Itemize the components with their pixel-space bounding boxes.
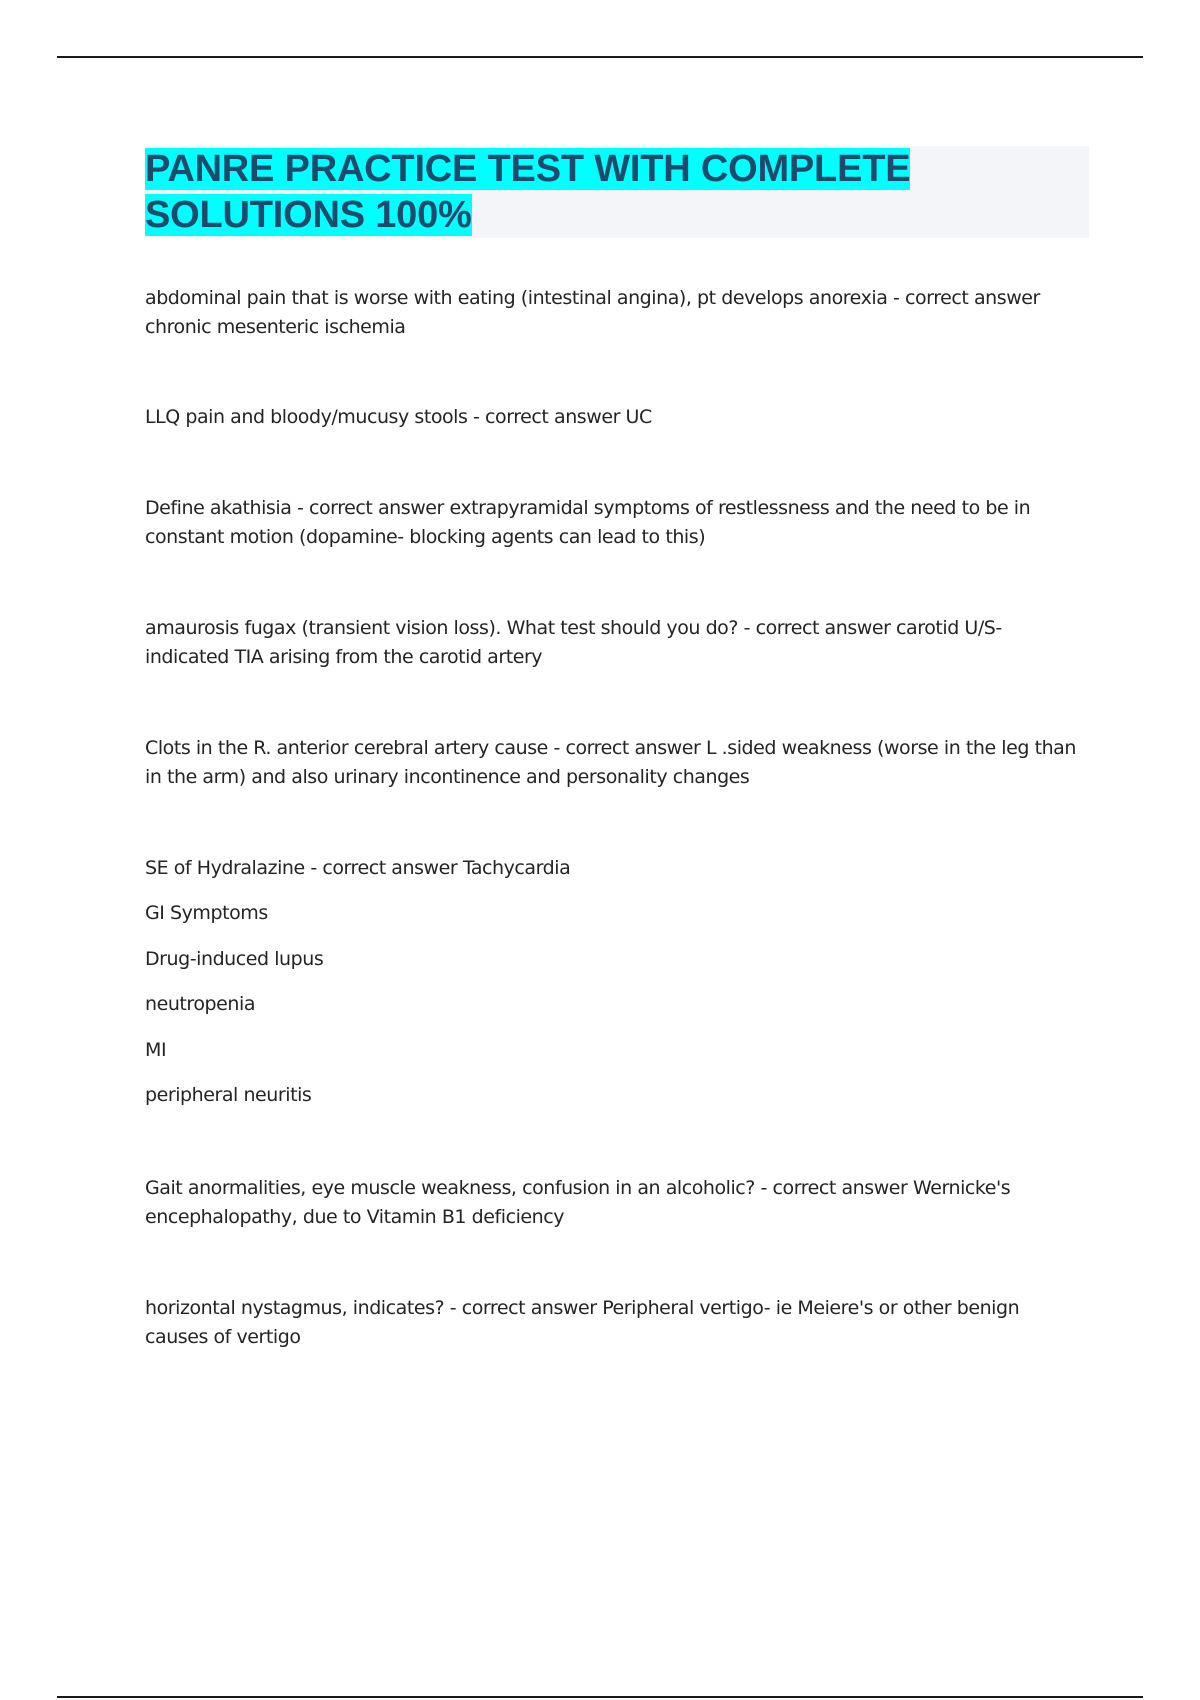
qa-entry-mesenteric-ischemia: abdominal pain that is worse with eating (intestinal angina), pt develops anorexia - correct answer chronic mesenteric ischemia <box>145 287 1040 338</box>
hydralazine-se-item: MI <box>145 1039 167 1061</box>
footer-rule <box>57 1696 1143 1698</box>
qa-entry-horizontal-nystagmus: horizontal nystagmus, indicates? - correct answer Peripheral vertigo- ie Meiere's or other benign causes of vertigo <box>145 1297 1020 1348</box>
qa-entry-hydralazine: SE of Hydralazine - correct answer Tachycardia <box>145 857 571 879</box>
qa-entry-ulcerative-colitis: LLQ pain and bloody/mucusy stools - correct answer UC <box>145 406 652 428</box>
document-title: PANRE PRACTICE TEST WITH COMPLETE SOLUTIONS 100% <box>145 148 911 236</box>
qa-entry-amaurosis-fugax: amaurosis fugax (transient vision loss). What test should you do? - correct answer carotid U/S- indicated TIA arising from the carotid artery <box>145 617 1002 668</box>
qa-entry-akathisia: Define akathisia - correct answer extrapyramidal symptoms of restlessness and the need to be in constant motion (dopamine- blocking agents can lead to this) <box>145 497 1031 548</box>
hydralazine-se-item: GI Symptoms <box>145 902 268 924</box>
qa-entry-wernicke: Gait anormalities, eye muscle weakness, confusion in an alcoholic? - correct answer Wernicke's encephalopathy, due to Vitamin B1 deficiency <box>145 1177 1011 1228</box>
hydralazine-se-item: peripheral neuritis <box>145 1084 312 1106</box>
hydralazine-se-item: Drug-induced lupus <box>145 948 324 970</box>
hydralazine-se-item: neutropenia <box>145 993 256 1015</box>
qa-entry-anterior-cerebral-artery: Clots in the R. anterior cerebral artery cause - correct answer L .sided weakness (worse in the leg than in the arm) and also urinary incontinence and personality changes <box>145 737 1076 788</box>
header-rule <box>57 56 1143 58</box>
title-block <box>145 146 1089 238</box>
